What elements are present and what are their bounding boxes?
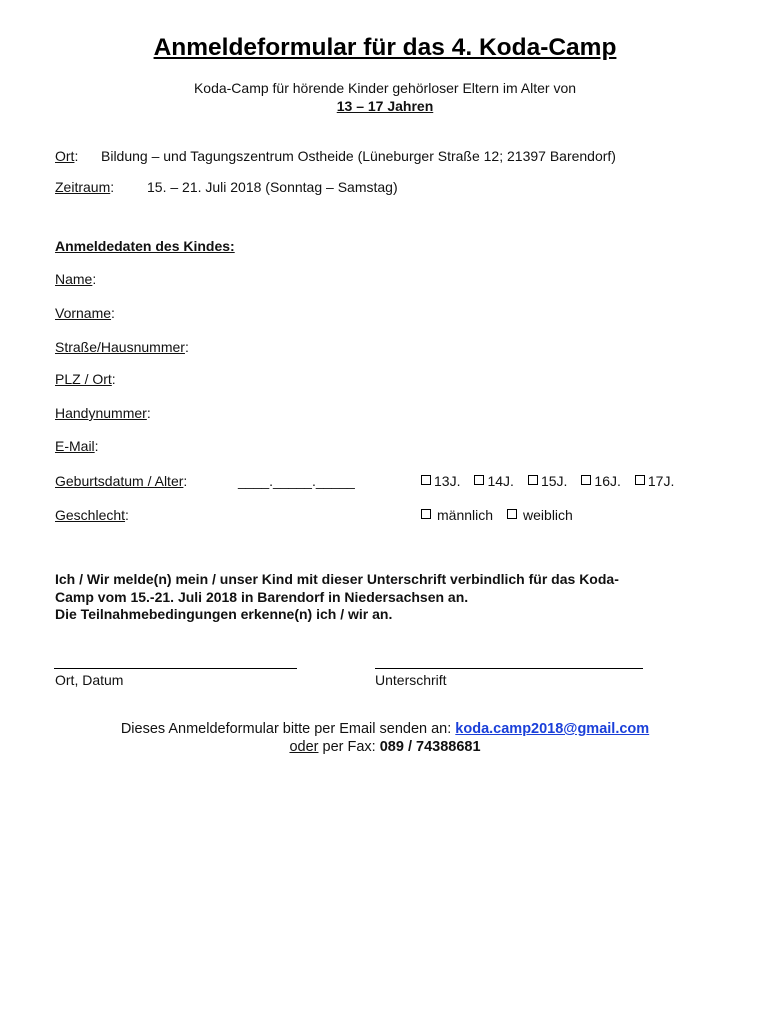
- birthdate-label: Geburtsdatum / Alter: [55, 473, 184, 489]
- footer-send-text: Dieses Anmeldeformular bitte per Email senden an:: [120, 721, 456, 737]
- name-label: Name: [55, 271, 93, 287]
- age-options: [421, 473, 674, 489]
- age-option-17[interactable]: 17J.: [635, 473, 674, 489]
- age-range: 13 – 17 Jahren: [336, 98, 434, 114]
- vorname-field[interactable]: Vorname:: [55, 305, 115, 321]
- handynummer-field[interactable]: Handynummer:: [55, 405, 151, 421]
- place-date-line[interactable]: [54, 668, 297, 669]
- plz-ort-field[interactable]: PLZ / Ort:: [55, 371, 116, 387]
- gender-option-maennlich[interactable]: männlich: [421, 507, 493, 523]
- strasse-label: Straße/Hausnummer: [55, 339, 185, 355]
- zeitraum-value: 15. – 21. Juli 2018 (Sonntag – Samstag): [147, 179, 398, 195]
- gender-options: [421, 507, 573, 523]
- checkbox-icon[interactable]: [474, 475, 484, 485]
- footer-fax: [0, 739, 770, 755]
- checkbox-icon[interactable]: [528, 475, 538, 485]
- ort-value: Bildung – und Tagungszentrum Ostheide (Lüneburger Straße 12; 21397 Barendorf): [101, 148, 616, 164]
- age-option-15[interactable]: 15J.: [528, 473, 567, 489]
- footer-send: [0, 721, 770, 737]
- gender-label: Geschlecht: [55, 507, 126, 523]
- zeitraum-row: Zeitraum:: [55, 179, 115, 195]
- ort-colon: :: [74, 148, 79, 164]
- place-date-label: Ort, Datum: [55, 672, 124, 688]
- checkbox-icon[interactable]: [421, 509, 431, 519]
- signature-label: Unterschrift: [375, 672, 447, 688]
- ort-label: Ort: [55, 148, 75, 164]
- declaration-line-1: Ich / Wir melde(n) mein / unser Kind mit dieser Unterschrift verbindlich für das Koda-: [55, 571, 619, 587]
- zeitraum-label: Zeitraum: [55, 179, 111, 195]
- name-field[interactable]: Name:: [55, 271, 97, 287]
- signature-line[interactable]: [375, 668, 643, 669]
- checkbox-icon[interactable]: [507, 509, 517, 519]
- strasse-field[interactable]: Straße/Hausnummer:: [55, 339, 189, 355]
- fax-text: per Fax:: [318, 739, 380, 755]
- plz-ort-label: PLZ / Ort: [55, 371, 112, 387]
- child-section-heading: Anmeldedaten des Kindes:: [55, 238, 235, 254]
- page-title: Anmeldeformular für das 4. Koda-Camp: [153, 34, 617, 61]
- declaration-line-3: Die Teilnahmebedingungen erkenne(n) ich / wir an.: [55, 606, 393, 622]
- birthdate-field: Geburtsdatum / Alter:: [55, 473, 188, 489]
- checkbox-icon[interactable]: [635, 475, 645, 485]
- vorname-label: Vorname: [55, 305, 112, 321]
- ort-row: [55, 148, 78, 164]
- handynummer-label: Handynummer: [55, 405, 147, 421]
- birthdate-blank[interactable]: ____._____._____: [238, 473, 355, 489]
- email-label: E-Mail: [55, 438, 95, 454]
- declaration: [55, 571, 619, 624]
- age-option-13[interactable]: 13J.: [421, 473, 460, 489]
- age-option-16[interactable]: 16J.: [581, 473, 620, 489]
- or-label: oder: [289, 739, 319, 755]
- gender-option-weiblich[interactable]: weiblich: [507, 507, 573, 523]
- checkbox-icon[interactable]: [421, 475, 431, 485]
- subtitle: Koda-Camp für hörende Kinder gehörloser Eltern im Alter von: [193, 80, 577, 96]
- fax-number: 089 / 74388681: [379, 739, 481, 755]
- age-option-14[interactable]: 14J.: [474, 473, 513, 489]
- gender-field: Geschlecht:: [55, 507, 129, 523]
- declaration-line-2: Camp vom 15.-21. Juli 2018 in Barendorf in Niedersachsen an.: [55, 588, 469, 605]
- email-field[interactable]: E-Mail:: [55, 438, 99, 454]
- email-link[interactable]: koda.camp2018@gmail.com: [455, 721, 650, 737]
- checkbox-icon[interactable]: [581, 475, 591, 485]
